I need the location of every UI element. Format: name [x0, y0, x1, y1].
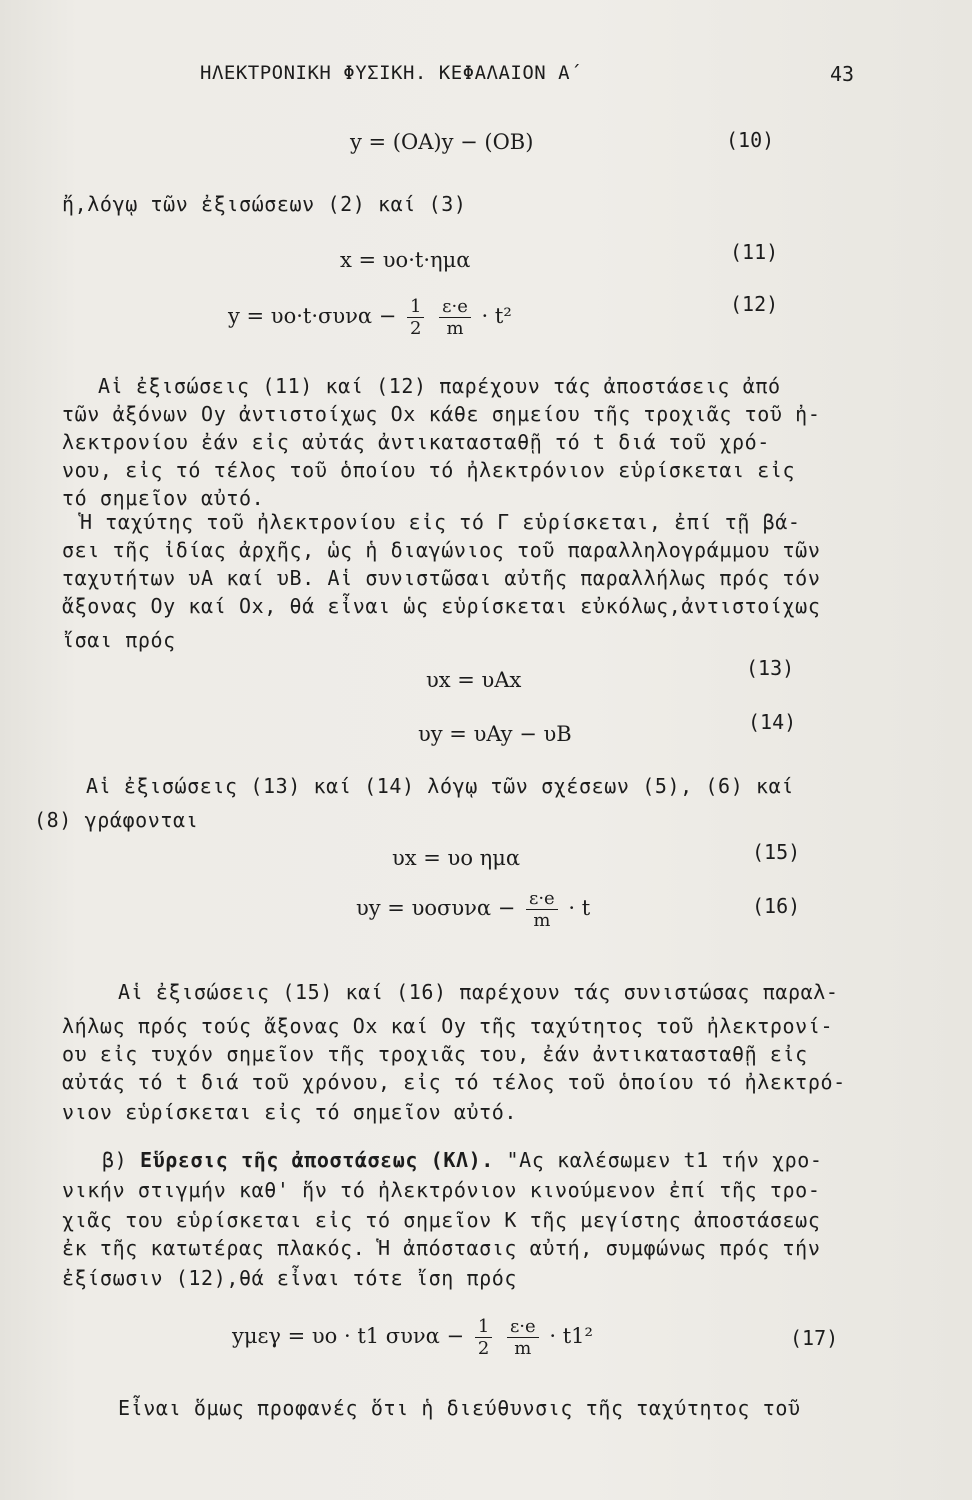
- equation-14: υy = υAy − υB: [418, 722, 572, 746]
- text-line: νου, εἰς τό τέλος τοῦ ὁποίου τό ἠλεκτρόνιον εὑρίσκεται εἰς: [62, 458, 796, 482]
- text-line: ταχυτήτων υΑ καί υΒ. Αἱ συνιστῶσαι αὐτῆς παραλλήλως πρός τόν: [62, 566, 821, 590]
- fraction-denominator: m: [446, 318, 464, 339]
- text-line: αὐτάς τό t διά τοῦ χρόνου, εἰς τό τέλος τοῦ ὁποίου τό ἠλεκτρό-: [62, 1070, 846, 1094]
- equation-number-10: (10): [726, 128, 775, 152]
- text-line: ἐκ τῆς κατωτέρας πλακός. Ἡ ἀπόστασις αὐτή, συμφώνως πρός τήν: [62, 1236, 821, 1260]
- text-line: ἴσαι πρός: [62, 628, 176, 652]
- text-line: τό σημεῖον αὐτό.: [62, 486, 265, 510]
- equation-13: υx = υAx: [426, 668, 522, 692]
- fraction-denominator: m: [514, 1338, 532, 1359]
- section-title: Εὕρεσις τῆς ἀποστάσεως (ΚΛ).: [139, 1148, 494, 1172]
- text-line: Αἱ ἐξισώσεις (15) καί (16) παρέχουν τάς συνιστώσας παραλ-: [118, 980, 839, 1004]
- fraction-numerator: ε·e: [507, 1316, 539, 1338]
- text-line: χιᾶς του εὑρίσκεται εἰς τό σημεῖον Κ τῆς μεγίστης ἀποστάσεως: [62, 1208, 821, 1232]
- text-line: ου εἰς τυχόν σημεῖον τῆς τροχιᾶς του, ἐάν ἀντικατασταθῇ εἰς: [62, 1042, 808, 1066]
- text-line: λεκτρονίου ἐάν εἰς αὐτάς ἀντικατασταθῇ τό t διά τοῦ χρό-: [62, 430, 770, 454]
- equation-12: [228, 296, 512, 339]
- equation-16-rhs: · t: [568, 896, 591, 920]
- text-line: Εἶναι ὅμως προφανές ὅτι ἡ διεύθυνσις τῆς ταχύτητος τοῦ: [118, 1396, 801, 1420]
- equation-number-13: (13): [746, 656, 795, 680]
- equation-17-rhs: · t1²: [549, 1324, 593, 1348]
- equation-15: υx = υo ημα: [392, 846, 521, 870]
- text-line: Αἱ ἐξισώσεις (11) καί (12) παρέχουν τάς ἀποστάσεις ἀπό: [98, 374, 781, 398]
- text-line: νικήν στιγμήν καθ' ἥν τό ἠλεκτρόνιον κινούμενον ἐπί τῆς τρο-: [62, 1178, 821, 1202]
- text-line: ἄξονας Oy καί Ox, θά εἶναι ὡς εὑρίσκεται εὐκόλως,ἀντιστοίχως: [62, 594, 821, 618]
- equation-number-15: (15): [752, 840, 801, 864]
- equation-16: [356, 888, 590, 931]
- fraction-numerator: ε·e: [439, 296, 471, 318]
- equation-11: x = υo·t·ημα: [340, 248, 471, 272]
- section-label: β): [102, 1148, 140, 1172]
- equation-number-16: (16): [752, 894, 801, 918]
- text-line: ἤ,λόγῳ τῶν ἐξισώσεων (2) καί (3): [62, 192, 467, 216]
- equation-number-14: (14): [748, 710, 797, 734]
- text-line: Αἱ ἐξισώσεις (13) καί (14) λόγῳ τῶν σχέσεων (5), (6) καί: [86, 774, 794, 798]
- fraction: [507, 1316, 539, 1359]
- fraction-denominator: 2: [477, 1338, 490, 1359]
- section-text: "Ας καλέσωμεν t1 τήν χρο-: [493, 1148, 823, 1172]
- fraction: [407, 296, 424, 339]
- text-line: ἐξίσωσιν (12),θά εἶναι τότε ἴση πρός: [62, 1266, 518, 1290]
- equation-17: [232, 1316, 593, 1359]
- fraction-denominator: m: [533, 910, 551, 931]
- running-header: ΗΛΕΚΤΡΟΝΙΚΗ ΦΥΣΙΚΗ. ΚΕΦΑΛΑΙΟΝ Α΄: [200, 62, 583, 84]
- equation-number-17: (17): [790, 1326, 839, 1350]
- equation-17-lhs: yμεγ = υo · t1 συνα −: [232, 1324, 465, 1348]
- equation-12-rhs: · t²: [481, 304, 512, 328]
- equation-number-12: (12): [730, 292, 779, 316]
- text-line: νιον εὑρίσκεται εἰς τό σημεῖον αὐτό.: [62, 1100, 518, 1124]
- fraction-numerator: ε·e: [526, 888, 558, 910]
- fraction: [439, 296, 471, 339]
- text-line: σει τῆς ἰδίας ἀρχῆς, ὡς ἡ διαγώνιος τοῦ παραλληλογράμμου τῶν: [62, 538, 821, 562]
- text-line: λήλως πρός τούς ἄξονας Ox καί Oy τῆς ταχύτητος τοῦ ἠλεκτρονί-: [62, 1014, 834, 1038]
- fraction-denominator: 2: [410, 318, 422, 339]
- text-line: Ἡ ταχύτης τοῦ ἠλεκτρονίου εἰς τό Γ εὑρίσκεται, ἐπί τῇ βά-: [80, 510, 801, 534]
- page-number: 43: [830, 62, 855, 86]
- equation-16-lhs: υy = υoσυνα −: [356, 896, 516, 920]
- equation-number-11: (11): [730, 240, 779, 264]
- equation-10: y = (OA)y − (OB): [350, 130, 534, 154]
- text-line: (8) γράφονται: [34, 808, 199, 832]
- fraction-numerator: 1: [407, 296, 424, 318]
- equation-12-lhs: y = υo·t·συνα −: [228, 304, 397, 328]
- fraction: [475, 1316, 492, 1359]
- text-line: τῶν ἀξόνων Oy ἀντιστοίχως Ox κάθε σημείου τῆς τροχιᾶς τοῦ ἠ-: [62, 402, 821, 426]
- fraction-numerator: 1: [475, 1316, 492, 1338]
- section-heading-line: [102, 1148, 823, 1172]
- fraction: [526, 888, 558, 931]
